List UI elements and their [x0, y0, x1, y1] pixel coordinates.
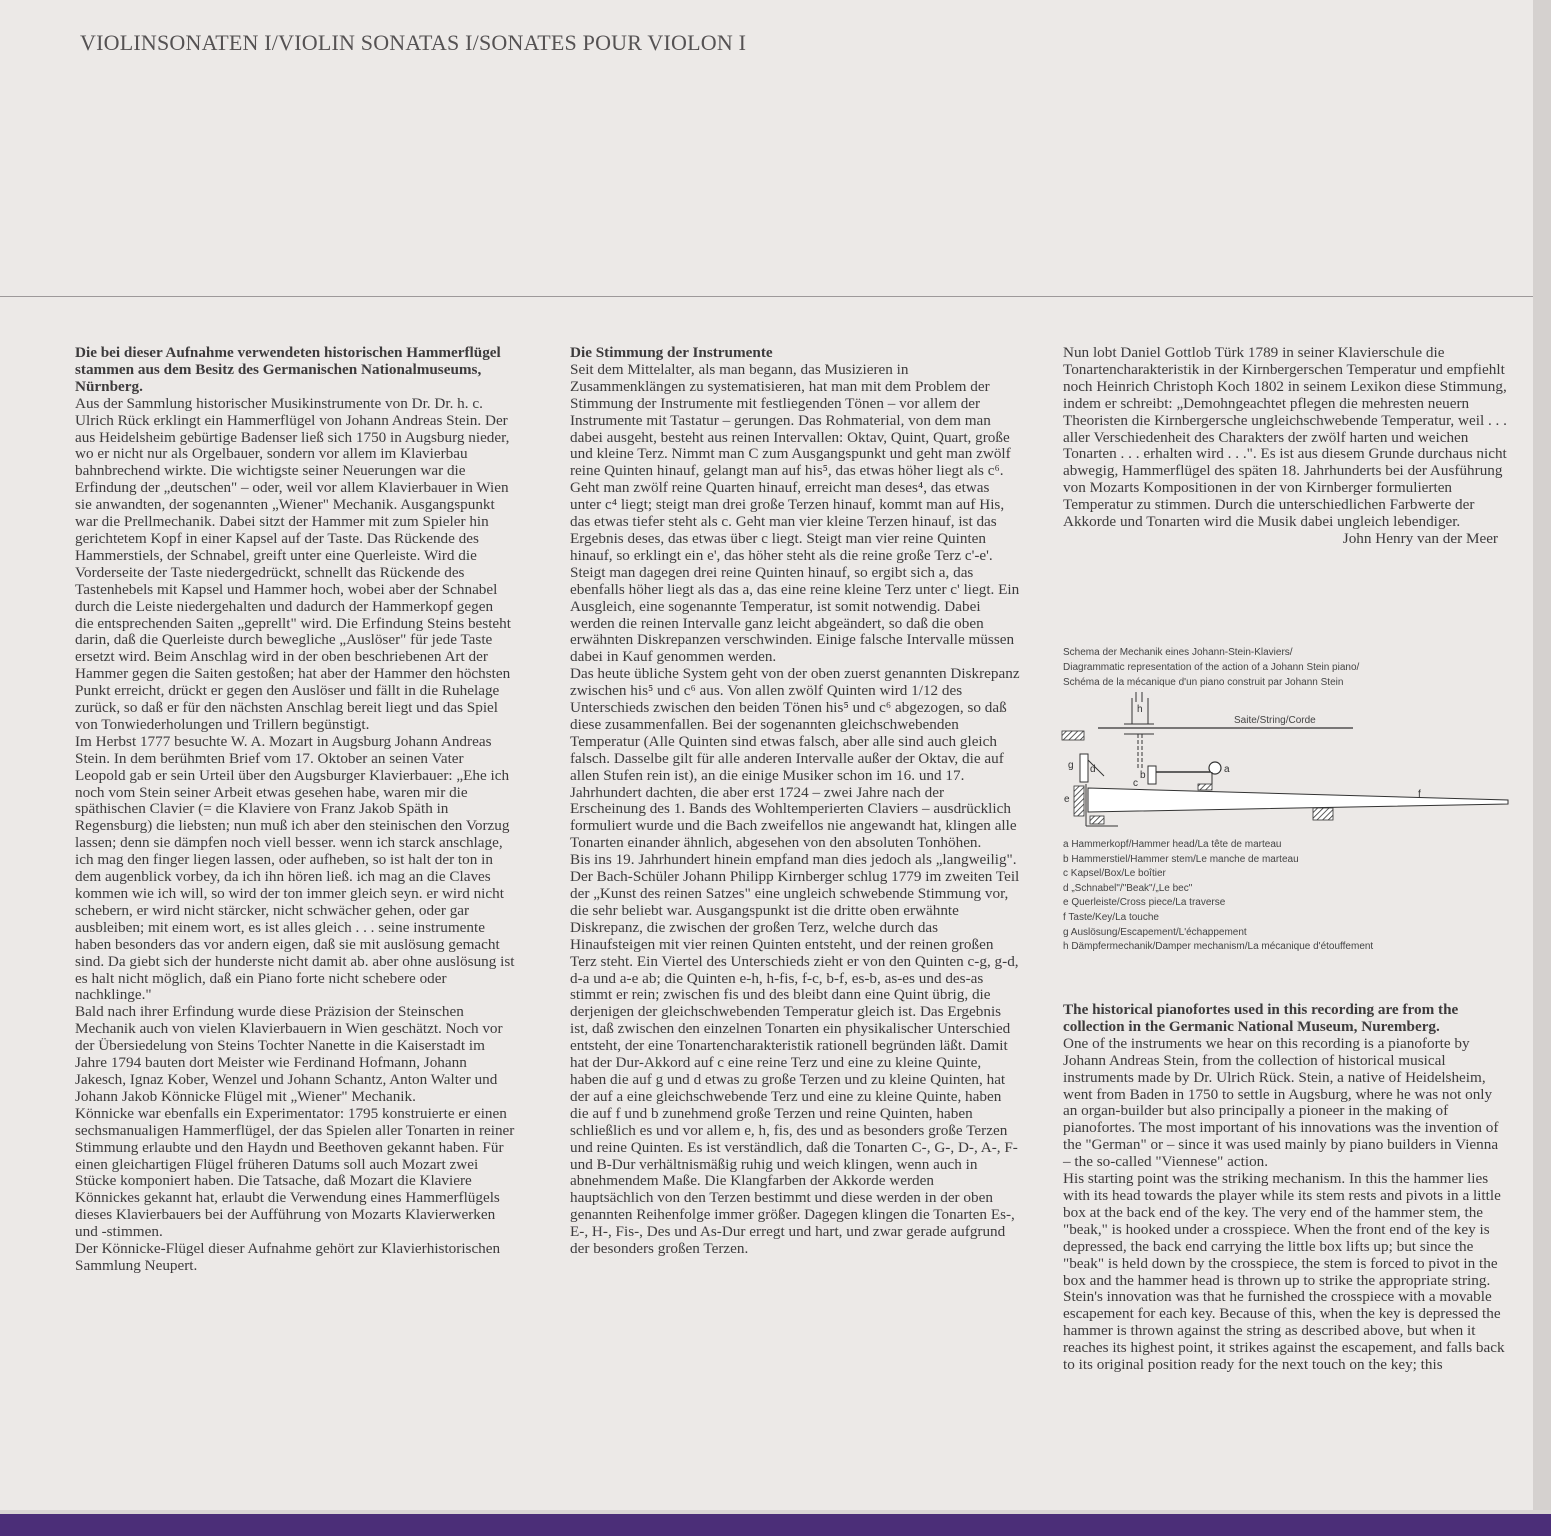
legend-item: g Auslösung/Escapement/L'échappement: [1063, 926, 1247, 938]
author-signature: John Henry van der Meer: [1342, 529, 1498, 547]
column2-paragraph: Seit dem Mittelalter, als man begann, das Musizieren in Zusammenklängen zu systematisieren, hat man mit dem Problem der Stimmung der Instrumente mit festliegenden Tönen – vor allem der Instrumente mit Tastatur – gerungen. Das Rohmaterial, von dem man dabei ausgeht, besteht aus reinen Intervallen: Oktav, Quint, Quart, große und kleine Terz. Nimmt man C zum Ausgangspunkt und geht man zwölf reine Quinten hinauf, gelangt man auf his⁵, das etwas höher liegt als c⁶. Geht man zwölf reine Quarten hinauf, erreicht man deses⁴, das etwas unter c⁴ liegt; steigt man drei große Terzen hinauf, kommt man auf His, das etwas tiefer steht als c. Geht man vier kleine Terzen hinauf, ist das Ergebnis deses, das etwas über c liegt. Steigt man vier reine Quinten hinauf, so erklingt ein e', das höher steht als die reine große Terz c'-e'. Steigt man dagegen drei reine Quinten hinauf, so ergibt sich a, das ebenfalls höher liegt als das a, das eine reine kleine Terz unter c' liegt. Ein Ausgleich, eine sogenannte Temperatur, ist somit notwendig. Dabei werden die reinen Intervalle ganz leicht abgeändert, so daß die oben erwähnten Diskrepanzen verschwinden. Einige falsche Intervalle müssen dabei in Kauf genommen werden.: [570, 360, 1020, 666]
label-c: c: [1133, 778, 1138, 789]
legend-item: c Kapsel/Box/Le boîtier: [1063, 868, 1166, 880]
column3-paragraph: Nun lobt Daniel Gottlob Türk 1789 in seiner Klavierschule die Tonartencharakteristik in der Kirnbergerschen Temperatur und empfiehlt noch Heinrich Christoph Koch 1802 in seinem Lexikon diese Stimmung, indem er schreibt: „Demohngeachtet pflegen die mehresten neuern Theoristen die Kirnbergersche ungleichschwebende Temperatur, weil . . . aller Verschiedenheit des Charakters der zwölf harten und weichen Tonarten . . . erhalten wird . . .". Es ist aus diesem Grunde durchaus nicht abwegig, Hammerflügel des späten 18. Jahrhunderts bei der Ausführung von Mozarts Kompositionen in der von Kirnberger formulierten Temperatur zu stimmen. Durch die unterschiedlichen Farbwerte der Akkorde und Tonarten wird die Musik dabei ungleich lebendiger.: [1063, 344, 1507, 531]
legend-item: f Taste/Key/La touche: [1063, 911, 1159, 923]
label-d: d: [1090, 764, 1096, 775]
column-german-instruments: [75, 345, 515, 1275]
label-g: g: [1068, 760, 1074, 771]
legend-item: a Hammerkopf/Hammer head/La tête de marteau: [1063, 839, 1282, 850]
english-paragraph: His starting point was the striking mechanism. In this the hammer lies with its head towards the player while its stem rests and pivots in a little box at the back end of the key. The very end of the hammer stem, the "beak," is hooked under a crosspiece. When the front end of the key is depressed, the back end carrying the little box lifts up; but since the "beak" is held down by the crosspiece, the stem is forced to pivot in the box and the hammer head is thrown up to strike the appropriate string. Stein's innovation was that he furnished the crosspiece with a movable escapement for each key. Because of this, when the key is depressed the hammer is thrown against the string as described above, but when it reaches its highest point, it strikes against the escapement, and falls back to its original position ready for the next touch on the key; this: [1063, 1170, 1505, 1374]
horizontal-divider: [0, 296, 1533, 297]
column1-paragraph: Aus der Sammlung historischer Musikinstrumente von Dr. Dr. h. c. Ulrich Rück erklingt ein Hammerflügel von Johann Andreas Stein. Der aus Heidelsheim gebürtige Badenser ließ sich 1750 in Augsburg nieder, wo er nicht nur als Orgelbauer, sondern vor allem im Klavierbau bahnbrechend wirkte. Die wichtigste seiner Neuerungen war die Erfindung der „deutschen" – oder, weil vor allem Klavierbauer in Wien sie anwandten, der sogenannten „Wiener" Mechanik. Ausgangspunkt war die Prellmechanik. Dabei sitzt der Hammer mit zum Spieler hin gerichtetem Kopf in einer Kapsel auf der Taste. Das Rückende des Hammerstiels, der Schnabel, greift unter eine Querleiste. Wird die Vorderseite der Taste niedergedrückt, schnellt das Rückende des Tastenhebels mit Kapsel und Hammer hoch, wobei aber der Schnabel durch die Leiste niedergehalten und dadurch der Hammerkopf gegen die entsprechenden Saiten „geprellt" wird. Die Erfindung Steins besteht darin, daß die Querleiste durch bewegliche „Auslöser" für jede Taste ersetzt wird. Beim Anschlag wird in der oben beschriebenen Art der Hammer gegen die Saiten gestoßen; hat aber der Hammer den höchsten Punkt erreicht, drückt er gegen den Auslöser und fällt in die Ruhelage zurück, so daß er für den nächsten Anschlag bereit liegt und das Spiel von Tonwiederholungen und Trillern begünstigt.: [75, 394, 511, 733]
column1-paragraph: Der Könnicke-Flügel dieser Aufnahme gehört zur Klavierhistorischen Sammlung Neupert.: [75, 1240, 501, 1274]
english-lead: The historical pianofortes used in this recording are from the collection in the Germanic National Museum, Nuremberg.: [1063, 1001, 1459, 1035]
hammer-head: [1209, 762, 1221, 774]
label-e: e: [1064, 794, 1070, 805]
legend-item: b Hammerstiel/Hammer stem/Le manche de marteau: [1063, 853, 1299, 865]
caption-line: Schema der Mechanik eines Johann-Stein-Klaviers/: [1063, 647, 1293, 658]
column2-paragraph: Bis ins 19. Jahrhundert hinein empfand man dies jedoch als „langweilig". Der Bach-Schüler Johann Philipp Kirnberger schlug 1779 im zweiten Teil der „Kunst des reinen Satzes" eine ungleich schwebende Stimmung vor, die sehr beliebt war. Ausgangspunkt ist die dritte oben erwähnte Diskrepanz, die zwischen der großen Terz, welche durch das Hinaufsteigen mit vier reinen Quinten entsteht, und der reinen großen Terz steht. Ein Viertel des Unterschieds zieht er von den Quinten c-g, g-d, d-a und a-e ab; die Quinten e-h, h-fis, f-c, b-f, es-b, as-es und des-as stimmt er rein; zwischen fis und des bleibt dann eine Quint übrig, die derjenigen der gleichschwebenden Temperatur gleich ist. Das Ergebnis ist, daß zwischen den einzelnen Tonarten ein physikalischer Unterschied entsteht, der eine Tonartencharakteristik rationell begründen läßt. Damit hat der Dur-Akkord auf c eine reine Terz und eine zu kleine Quinte, haben die auf g und d etwas zu große Terzen und zu kleine Quinten, hat der auf a eine gleichschwebende Terz und eine zu kleine Quinte, haben die auf f und b zunehmend große Terzen und reine Quinten, haben schließlich es und vor allem e, h, fis, des und as besonders große Terzen und reine Quinten. Es ist verständlich, daß die Tonarten C-, G-, D-, A-, F- und B-Dur verhältnismäßig ruhig und weich klingen, wenn auch in abnehmendem Maße. Die Klangfarben der Akkorde werden hauptsächlich von den Terzen bestimmt und diese werden in der oben genannten Reihenfolge immer größer. Dagegen klingen die Tonarten Es-, E-, H-, Fis-, Des und As-Dur erregt und hart, und zwar gerade aufgrund der besonders großen Terzen.: [570, 851, 1020, 1258]
column-german-conclusion: [1063, 345, 1508, 548]
column-german-tuning: [570, 345, 1020, 1258]
hammer-box: [1148, 766, 1156, 784]
diagram-legend: [1063, 838, 1523, 955]
label-h: h: [1137, 704, 1143, 715]
diagram-caption: [1063, 645, 1513, 690]
column2-paragraph: Das heute übliche System geht von der oben zuerst genannten Diskrepanz zwischen his⁵ und c⁶ aus. Von allen zwölf Quinten wird 1/12 des Unterschieds zwischen den beiden Tönen his⁵ und c⁶ abgezogen, so daß diese zusammenfallen. Bei der sogenannten gleichschwebenden Temperatur (Alle Quinten sind etwas falsch, aber alle sind auch gleich falsch. Dasselbe gilt für alle anderen Intervalle außer der Oktav, die auf allen Stufen rein ist), an die einige Musiker schon im 16. und 17. Jahrhundert dachten, die aber erst 1724 – zwei Jahre nach der Erscheinung des 1. Bands des Wohltemperierten Claviers – ausdrücklich formuliert wurde und die Bach zweifellos nie angewandt hat, klingen alle Tonarten einander ähnlich, abgesehen von den absoluten Tonhöhen.: [570, 665, 1020, 852]
piano-action-diagram: [1058, 688, 1518, 833]
column1-paragraph: Im Herbst 1777 besuchte W. A. Mozart in Augsburg Johann Andreas Stein. In dem berühmten Brief vom 17. Oktober an seinen Vater Leopold gab er sein Urteil über den Augsburger Klavierbauer: „Ehe ich noch vom Stein seiner Arbeit etwas gesehen habe, waren mir die späthischen Clavier (= die Klaviere von Franz Jakob Späth in Regensburg) die liebsten; nun muß ich aber den steinischen den Vorzug lassen; denn sie dämpfen noch viell besser. wenn ich starck anschlage, ich mag den finger liegen lassen, oder aufheben, so ist halt der ton in dem augenblick vorbey, da ich ihn hören ließ. ich mag an die Claves kommen wie ich will, so wird der ton immer gleich seyn. er wird nicht schebern, er wird nicht stärcker, nicht schwächer gehen, oder gar ausbleiben; mit einem wort, es ist alles gleich . . . seine instrumente haben besonders das vor andern eigen, daß sie mit auslösung gemacht sind. Da giebt sich der hunderste nicht damit ab. aber ohne auslösung ist es halt nicht möglich, daß ein Piano forte nicht schebere oder nachklinge.": [75, 732, 515, 1004]
legend-item: e Querleiste/Cross piece/La traverse: [1063, 897, 1226, 909]
legend-item: d „Schnabel"/"Beak"/„Le bec": [1063, 882, 1193, 894]
legend-item: h Dämpfermechanik/Damper mechanism/La mécanique d'étouffement: [1063, 941, 1374, 953]
column1-paragraph: Bald nach ihrer Erfindung wurde diese Präzision der Steinschen Mechanik auch von vielen Klavierbauern in Wien geschätzt. Noch vor der Übersiedelung von Steins Tochter Nanette in die Kaiserstadt im Jahre 1794 bauten dort Meister wie Ferdinand Hofmann, Johann Jakesch, Ignaz Kober, Wenzel und Johann Schantz, Anton Walter und Johann Jakob Könnicke Flügel mit „Wiener" Mechanik.: [75, 1003, 503, 1105]
caption-line: Schéma de la mécanique d'un piano construit par Johann Stein: [1063, 677, 1344, 688]
crosspiece: [1074, 786, 1084, 816]
page-edge: [1533, 0, 1551, 1536]
page-title: VIOLINSONATEN I/VIOLIN SONATAS I/SONATES POUR VIOLON I: [80, 30, 747, 55]
label-b: b: [1140, 770, 1146, 781]
english-paragraph: One of the instruments we hear on this recording is a pianoforte by Johann Andreas Stein, from the collection of historical musical instruments made by Dr. Ulrich Rück. Stein, a native of Heidelsheim, went from Baden in 1750 to settle in Augsburg, where he was not only an organ-builder but also principally a pioneer in the making of pianofortes. The most important of his innovations was the invention of the "German" or – since it was used mainly by piano builders in Vienna – the so-called "Viennese" action.: [1063, 1034, 1499, 1171]
hitch-block: [1062, 731, 1084, 740]
section-heading: Die Stimmung der Instrumente: [570, 344, 773, 361]
balance-rail: [1313, 808, 1333, 820]
column-english: [1063, 1002, 1508, 1374]
bottom-color-strip: [0, 1514, 1551, 1536]
label-f: f: [1418, 789, 1421, 800]
column1-paragraph: Könnicke war ebenfalls ein Experimentator: 1795 konstruierte er einen sechsmanualigen Hammerflügel, der das Spielen aller Tonarten in reiner Stimmung erlaubte und den Haydn und Beethoven gekannt haben. Für einen gleichartigen Flügel früheren Datums soll auch Mozart zwei Stücke komponiert haben. Die Tatsache, daß Mozart die Klaviere Könnickes gekannt hat, erlaubt die Verwendung eines Hammerflügels dieses Klavierbauers bei der Aufführung von Mozarts Klavierwerken und -stimmen.: [75, 1104, 515, 1241]
string-label: Saite/String/Corde: [1234, 715, 1316, 726]
label-a: a: [1224, 764, 1230, 775]
key-lever: [1088, 788, 1508, 812]
caption-line: Diagrammatic representation of the action of a Johann Stein piano/: [1063, 662, 1360, 673]
column1-lead: Die bei dieser Aufnahme verwendeten historischen Hammerflügel stammen aus dem Besitz des Germanischen Nationalmuseums, Nürnberg.: [75, 344, 501, 395]
